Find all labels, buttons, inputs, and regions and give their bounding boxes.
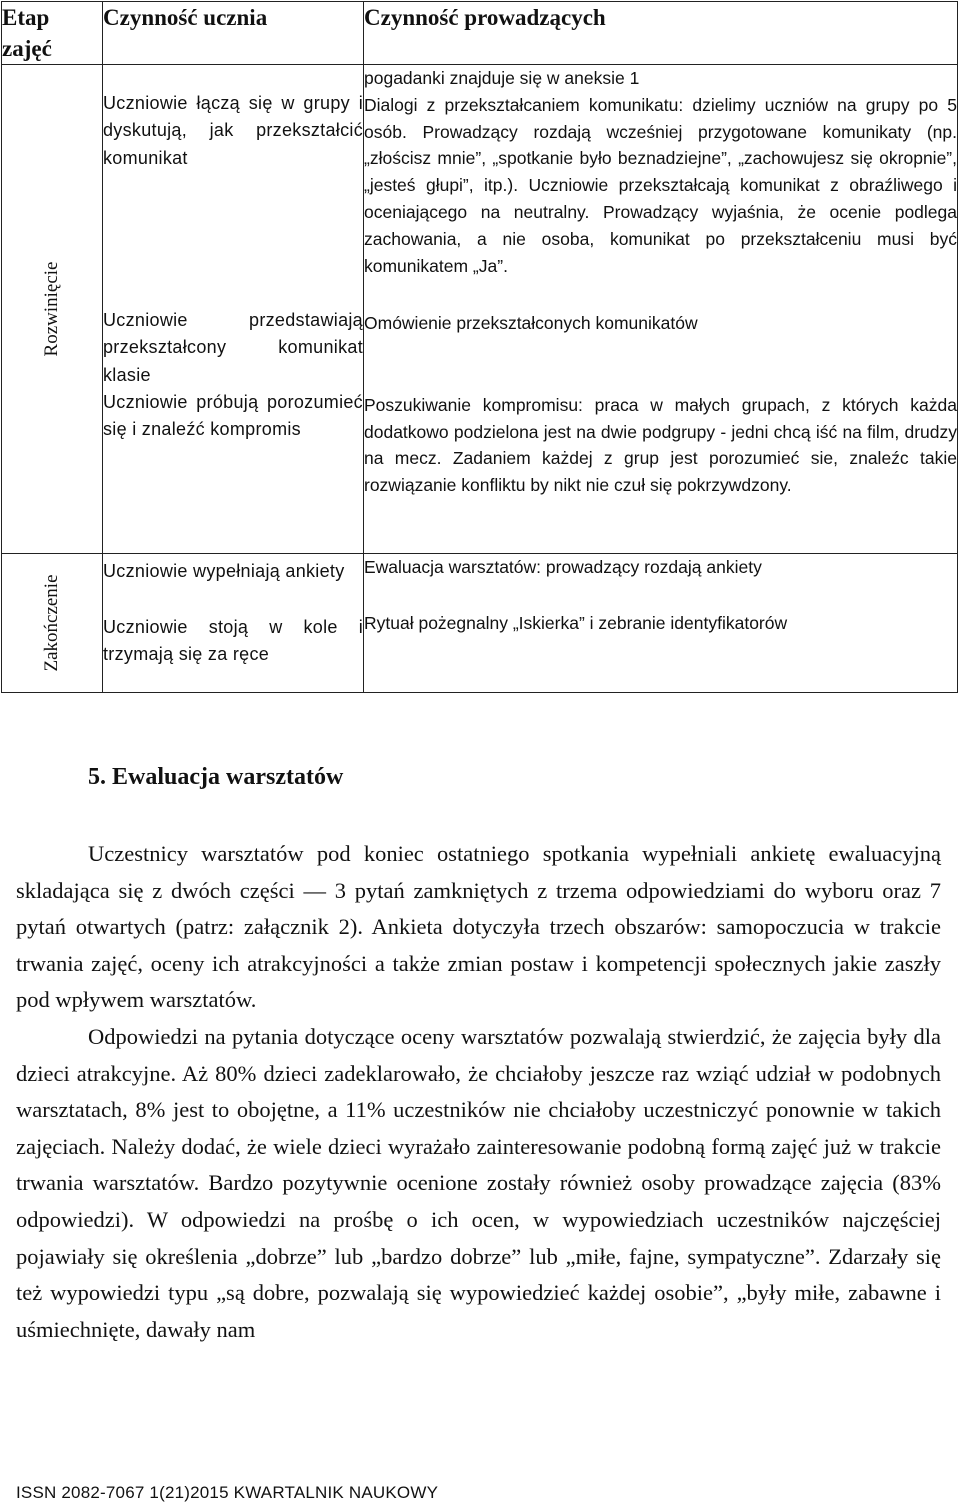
page-footer: ISSN 2082-7067 1(21)2015 KWARTALNIK NAUKOWY — [16, 1483, 439, 1502]
stage-cell-ending — [2, 554, 103, 693]
student-cell-development — [103, 65, 364, 554]
teacher-activity-4: Ewaluacja warsztatów: prowadzący rozdają ankiety — [364, 557, 762, 577]
header-student-activity: Czynność ucznia — [103, 2, 364, 65]
section-body — [16, 836, 941, 1348]
stage-cell-development — [2, 65, 103, 554]
teacher-activity-5: Rytuał pożegnalny „Iskierka” i zebranie identyfikatorów — [364, 613, 788, 633]
header-stage: Etap zajęć — [2, 2, 103, 65]
student-cell-ending — [103, 554, 364, 693]
student-activity-0 — [103, 65, 363, 90]
table-header-row — [2, 2, 958, 65]
section-title: 5. Ewaluacja warsztatów — [88, 764, 344, 790]
teacher-activity-0: pogadanki znajduje się w aneksie 1 — [364, 68, 640, 88]
header-teacher-activity: Czynność prowadzących — [364, 2, 958, 65]
student-activity-5: Uczniowie stoją w kole i trzymają się za ręce — [103, 617, 363, 665]
teacher-activity-3: Poszukiwanie kompromisu: praca w małych grupach, z których każda dodatkowo podzielona jest na dwie podgrupy - jedni chcą iść na film, drudzy na mecz. Zadaniem każdej z grup jest porozumieć sie, znaleźc takie rozwiązanie konfliktu by nikt nie czuł się pokrzywdzony. — [364, 394, 957, 496]
teacher-cell-development — [364, 65, 958, 554]
paragraph-1: Uczestnicy warsztatów pod koniec ostatniego spotkania wypełniali ankietę ewaluacyjną skladająca się z dwóch części — 3 pytań zamkniętych z trzema odpowiedziami do wyboru oraz 7 pytań otwartych (patrz: załącznik 2). Ankieta dotyczyła trzech obszarów: samopoczucia w trakcie trwania zajęć, oceny ich atrakcyjności a także zmian postaw i kompetencji społecznych jakie zaszły pod wpływem warsztatów. — [16, 841, 941, 1013]
paragraph-2: Odpowiedzi na pytania dotyczące oceny warsztatów pozwalają stwierdzić, że zajęcia były dla dzieci atrakcyjne. Aż 80% dzieci zadeklarowało, że chciałoby jeszcze raz wziąć udział w podobnych warsztatach, 8% jest to obojętne, a 11% uczestników nie chciałoby uczestniczyć ponownie w takich zajęciach. Należy dodać, że wiele dzieci wyrażało zainteresowanie podobną formą zajęć już w trakcie trwania warsztatów. Bardzo pozytywnie ocenione zostały również osoby prowadzące zajęcia (83% odpowiedzi). W odpowiedzi na prośbę o ich ocen, w wypowiedziach uczestników najczęściej pojawiały się określenia „dobrze” lub „bardzo dobrze” lub „miłe, fajne, sympatyczne”. Zdarzały się też wypowiedzi typu „są dobre, pozwalają się wypowiedzieć każdej osobie”, „były miłe, zabawne i uśmiechnięte, dawały nam — [16, 1023, 941, 1342]
table-row-ending — [2, 554, 958, 693]
student-activity-3: Uczniowie próbują porozumieć się i znaleźć kompromis — [103, 392, 363, 440]
table-row-development — [2, 65, 958, 554]
teacher-activity-1: Dialogi z przekształcaniem komunikatu: dzielimy uczniów na grupy po 5 osób. Prowadzący rozdają wcześniej przygotowane komunikaty (np. „złościsz mnie”, „spotkanie było beznadziejne”, „zachowujesz się okropnie”, „jesteś głupi”, itp.). Uczniowie przekształcają komunikat z obraźliwego i oceniającego na neutralny. Prowadzący wyjaśnia, że ocenie podlega zachowania, a nie osoba, komunikat po przekształceniu musi być komunikatem „Ja”. — [364, 94, 957, 276]
student-activity-1: Uczniowie łączą się w grupy i dyskutują, jak przekształcić komunikat — [103, 93, 363, 168]
stage-label-ending: Zakończenie — [41, 574, 62, 672]
teacher-activity-2: Omówienie przekształconych komunikatów — [364, 312, 698, 333]
student-activity-2: Uczniowie przedstawiają przekształcony komunikat klasie — [103, 310, 363, 385]
teacher-cell-ending — [364, 554, 958, 693]
lesson-plan-table — [1, 1, 958, 693]
stage-label-development: Rozwinięcie — [41, 261, 62, 357]
student-activity-4: Uczniowie wypełniają ankiety — [103, 561, 345, 581]
